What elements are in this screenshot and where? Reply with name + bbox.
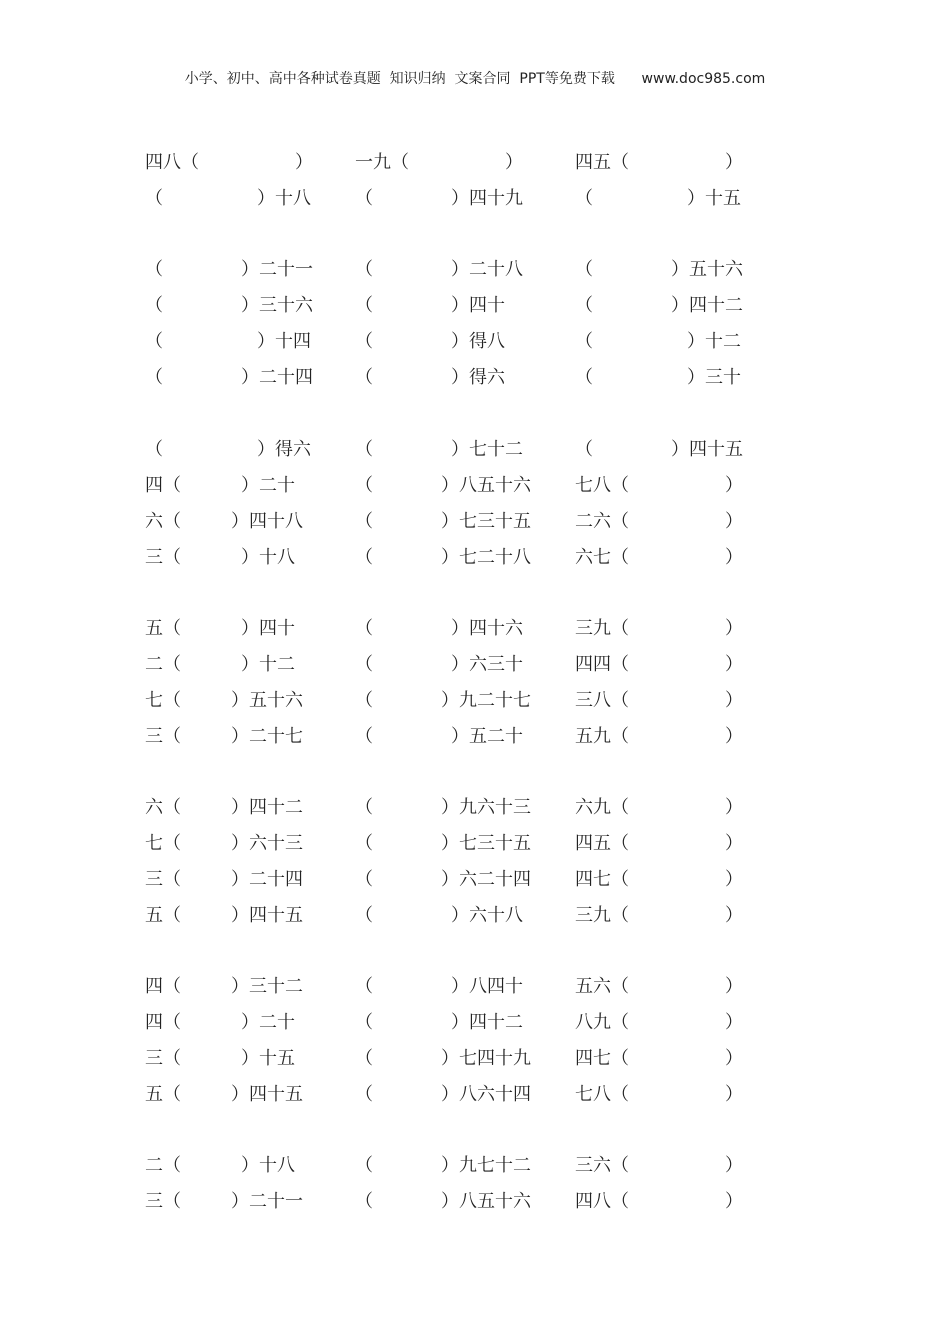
worksheet-item: [575, 543, 775, 573]
worksheet-item: [355, 471, 555, 501]
worksheet-item: [355, 1008, 555, 1038]
item-prefix: 四四（: [575, 654, 629, 675]
item-suffix: ）得六: [257, 439, 311, 460]
item-prefix: 一九（: [355, 152, 409, 173]
worksheet-item: [575, 1187, 775, 1217]
worksheet-item: [145, 363, 345, 393]
item-suffix: ）二十四: [231, 869, 303, 890]
worksheet-item: [355, 686, 555, 716]
item-prefix: （: [355, 367, 373, 388]
item-suffix: ）七二十八: [441, 547, 531, 568]
worksheet-item: [355, 650, 555, 680]
item-suffix: ）二十七: [231, 726, 303, 747]
item-suffix: ）七三十五: [441, 833, 531, 854]
item-prefix: （: [355, 259, 373, 280]
item-suffix: ）四十五: [231, 905, 303, 926]
item-suffix: ）: [725, 1084, 743, 1105]
item-prefix: （: [355, 905, 373, 926]
worksheet-item: [355, 722, 555, 752]
item-prefix: （: [355, 869, 373, 890]
worksheet-item: [355, 507, 555, 537]
item-prefix: 二（: [145, 654, 181, 675]
worksheet-item: [145, 901, 345, 931]
item-prefix: 四五（: [575, 152, 629, 173]
item-prefix: （: [355, 295, 373, 316]
item-suffix: ）十八: [257, 188, 311, 209]
item-prefix: 四八（: [145, 152, 199, 173]
item-prefix: 四（: [145, 976, 181, 997]
item-prefix: （: [355, 1048, 373, 1069]
worksheet-item: [575, 793, 775, 823]
worksheet-item: [145, 722, 345, 752]
item-suffix: ）: [505, 152, 523, 173]
item-prefix: （: [355, 797, 373, 818]
item-suffix: ）二十四: [241, 367, 313, 388]
worksheet-item: [575, 972, 775, 1002]
item-prefix: 七八（: [575, 1084, 629, 1105]
item-suffix: ）十五: [687, 188, 741, 209]
item-prefix: 三（: [145, 869, 181, 890]
worksheet-item: [575, 184, 775, 214]
worksheet-item: [575, 829, 775, 859]
item-prefix: （: [355, 331, 373, 352]
item-prefix: 七八（: [575, 475, 629, 496]
item-prefix: 七（: [145, 833, 181, 854]
worksheet-item: [355, 184, 555, 214]
item-prefix: 六（: [145, 511, 181, 532]
item-suffix: ）: [725, 1191, 743, 1212]
item-prefix: 三（: [145, 547, 181, 568]
item-suffix: ）: [725, 1048, 743, 1069]
document-header: 小学、初中、高中各种试卷真题 知识归纳 文案合同 PPT等免费下载 www.doc985.com: [184, 71, 766, 87]
item-suffix: ）三十六: [241, 295, 313, 316]
worksheet-item: [575, 901, 775, 931]
worksheet-item: [575, 507, 775, 537]
worksheet-item: [145, 543, 345, 573]
item-suffix: ）: [725, 905, 743, 926]
item-suffix: ）七三十五: [441, 511, 531, 532]
item-prefix: （: [355, 690, 373, 711]
worksheet-item: [575, 363, 775, 393]
item-prefix: （: [355, 188, 373, 209]
item-prefix: 五九（: [575, 726, 629, 747]
item-prefix: （: [355, 654, 373, 675]
item-suffix: ）四十: [451, 295, 505, 316]
item-prefix: （: [355, 439, 373, 460]
item-suffix: ）十四: [257, 331, 311, 352]
worksheet-item: [145, 829, 345, 859]
worksheet-item: [575, 1044, 775, 1074]
worksheet-item: [145, 184, 345, 214]
item-prefix: （: [145, 439, 163, 460]
item-suffix: ）十八: [241, 1155, 295, 1176]
item-suffix: ）二十一: [241, 259, 313, 280]
worksheet-item: [575, 686, 775, 716]
item-prefix: （: [355, 475, 373, 496]
item-suffix: ）四十八: [231, 511, 303, 532]
item-prefix: 四八（: [575, 1191, 629, 1212]
item-prefix: 八九（: [575, 1012, 629, 1033]
item-prefix: （: [355, 1084, 373, 1105]
item-prefix: （: [575, 188, 593, 209]
item-suffix: ）: [725, 1155, 743, 1176]
item-suffix: ）: [725, 618, 743, 639]
worksheet-item: [145, 1080, 345, 1110]
worksheet-item: [355, 1151, 555, 1181]
item-suffix: ）四十九: [451, 188, 523, 209]
worksheet-item: [145, 255, 345, 285]
item-prefix: （: [355, 833, 373, 854]
worksheet-item: [575, 1080, 775, 1110]
item-suffix: ）: [725, 654, 743, 675]
item-prefix: （: [145, 295, 163, 316]
worksheet-item: [145, 1187, 345, 1217]
item-suffix: ）: [725, 152, 743, 173]
worksheet-item: [145, 650, 345, 680]
item-suffix: ）二十一: [231, 1191, 303, 1212]
worksheet-item: [145, 507, 345, 537]
worksheet-item: [355, 543, 555, 573]
item-prefix: 六七（: [575, 547, 629, 568]
item-prefix: 五六（: [575, 976, 629, 997]
item-prefix: 四五（: [575, 833, 629, 854]
worksheet-item: [575, 327, 775, 357]
item-prefix: 四七（: [575, 1048, 629, 1069]
item-prefix: （: [355, 1191, 373, 1212]
worksheet-item: [575, 291, 775, 321]
item-prefix: （: [355, 511, 373, 532]
item-suffix: ）四十六: [451, 618, 523, 639]
item-prefix: 四（: [145, 1012, 181, 1033]
item-suffix: ）九六十三: [441, 797, 531, 818]
item-suffix: ）六十八: [451, 905, 523, 926]
worksheet-item: [575, 471, 775, 501]
item-suffix: ）得八: [451, 331, 505, 352]
worksheet-item: [145, 471, 345, 501]
worksheet-item: [145, 972, 345, 1002]
worksheet-item: [575, 1008, 775, 1038]
item-suffix: ）九二十七: [441, 690, 531, 711]
item-prefix: 三九（: [575, 618, 629, 639]
item-prefix: 五（: [145, 905, 181, 926]
item-prefix: 三八（: [575, 690, 629, 711]
worksheet-item: [355, 363, 555, 393]
item-suffix: ）六十三: [231, 833, 303, 854]
item-prefix: 七（: [145, 690, 181, 711]
item-suffix: ）十二: [241, 654, 295, 675]
item-prefix: 三（: [145, 1191, 181, 1212]
worksheet-item: [575, 255, 775, 285]
item-suffix: ）五十六: [671, 259, 743, 280]
item-suffix: ）八四十: [451, 976, 523, 997]
item-prefix: （: [575, 331, 593, 352]
worksheet-item: [145, 686, 345, 716]
item-suffix: ）: [725, 1012, 743, 1033]
item-suffix: ）九七十二: [441, 1155, 531, 1176]
item-suffix: ）: [725, 475, 743, 496]
item-prefix: （: [575, 367, 593, 388]
item-suffix: ）四十二: [671, 295, 743, 316]
item-suffix: ）四十五: [671, 439, 743, 460]
item-suffix: ）: [725, 833, 743, 854]
item-prefix: 二六（: [575, 511, 629, 532]
worksheet-item: [145, 327, 345, 357]
item-prefix: 三六（: [575, 1155, 629, 1176]
item-prefix: 三（: [145, 726, 181, 747]
worksheet-item: [145, 1044, 345, 1074]
item-suffix: ）: [725, 547, 743, 568]
item-suffix: ）: [725, 869, 743, 890]
item-prefix: （: [355, 726, 373, 747]
item-prefix: 五（: [145, 618, 181, 639]
item-suffix: ）: [725, 726, 743, 747]
worksheet-item: [145, 865, 345, 895]
item-prefix: （: [575, 259, 593, 280]
item-suffix: ）六二十四: [441, 869, 531, 890]
worksheet-item: [575, 614, 775, 644]
worksheet-item: [355, 1044, 555, 1074]
item-suffix: ）八六十四: [441, 1084, 531, 1105]
item-prefix: （: [145, 188, 163, 209]
worksheet-item: [355, 148, 555, 178]
item-prefix: （: [145, 331, 163, 352]
item-prefix: 六（: [145, 797, 181, 818]
worksheet-item: [575, 722, 775, 752]
item-suffix: ）五十六: [231, 690, 303, 711]
item-suffix: ）八五十六: [441, 475, 531, 496]
worksheet-item: [575, 865, 775, 895]
worksheet-item: [355, 901, 555, 931]
item-suffix: ）: [725, 797, 743, 818]
item-prefix: （: [355, 976, 373, 997]
item-prefix: 三九（: [575, 905, 629, 926]
item-suffix: ）六三十: [451, 654, 523, 675]
item-suffix: ）: [725, 511, 743, 532]
item-prefix: （: [145, 259, 163, 280]
item-suffix: ）七四十九: [441, 1048, 531, 1069]
worksheet-item: [575, 1151, 775, 1181]
item-prefix: 六九（: [575, 797, 629, 818]
item-prefix: （: [575, 439, 593, 460]
worksheet-item: [145, 1008, 345, 1038]
item-prefix: 四七（: [575, 869, 629, 890]
worksheet-item: [355, 291, 555, 321]
worksheet-item: [575, 650, 775, 680]
item-prefix: （: [355, 547, 373, 568]
worksheet-item: [355, 255, 555, 285]
item-suffix: ）十二: [687, 331, 741, 352]
worksheet-item: [145, 793, 345, 823]
item-suffix: ）四十二: [231, 797, 303, 818]
item-suffix: ）八五十六: [441, 1191, 531, 1212]
item-prefix: （: [355, 618, 373, 639]
worksheet-item: [355, 829, 555, 859]
worksheet-item: [575, 435, 775, 465]
worksheet-item: [355, 1187, 555, 1217]
worksheet-item: [355, 793, 555, 823]
item-prefix: （: [355, 1155, 373, 1176]
item-suffix: ）二十: [241, 475, 295, 496]
worksheet-item: [355, 327, 555, 357]
item-prefix: 五（: [145, 1084, 181, 1105]
item-prefix: 三（: [145, 1048, 181, 1069]
worksheet-item: [355, 865, 555, 895]
worksheet-item: [145, 435, 345, 465]
item-suffix: ）五二十: [451, 726, 523, 747]
item-suffix: ）三十: [687, 367, 741, 388]
item-suffix: ）: [295, 152, 313, 173]
item-suffix: ）三十二: [231, 976, 303, 997]
item-suffix: ）四十: [241, 618, 295, 639]
item-prefix: （: [575, 295, 593, 316]
item-suffix: ）得六: [451, 367, 505, 388]
item-suffix: ）十八: [241, 547, 295, 568]
worksheet-item: [355, 614, 555, 644]
worksheet-item: [145, 614, 345, 644]
item-prefix: 二（: [145, 1155, 181, 1176]
item-suffix: ）十五: [241, 1048, 295, 1069]
item-suffix: ）: [725, 976, 743, 997]
item-suffix: ）二十八: [451, 259, 523, 280]
item-suffix: ）四十五: [231, 1084, 303, 1105]
item-suffix: ）四十二: [451, 1012, 523, 1033]
worksheet-item: [355, 972, 555, 1002]
item-prefix: 四（: [145, 475, 181, 496]
item-prefix: （: [145, 367, 163, 388]
item-prefix: （: [355, 1012, 373, 1033]
worksheet-item: [355, 435, 555, 465]
item-suffix: ）七十二: [451, 439, 523, 460]
worksheet-item: [575, 148, 775, 178]
worksheet-item: [145, 1151, 345, 1181]
worksheet-item: [145, 291, 345, 321]
item-suffix: ）二十: [241, 1012, 295, 1033]
worksheet-item: [145, 148, 345, 178]
worksheet-item: [355, 1080, 555, 1110]
item-suffix: ）: [725, 690, 743, 711]
